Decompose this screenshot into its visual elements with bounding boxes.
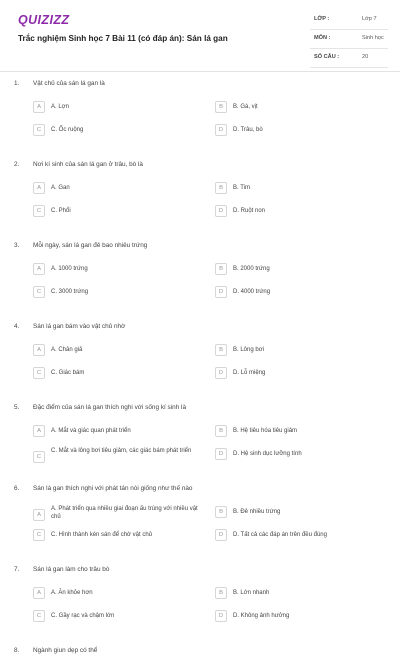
question-number: 6. <box>14 485 20 492</box>
option-letter-box: D <box>215 205 227 217</box>
question-text: Vật chủ của sán lá gan là <box>33 80 105 87</box>
option-letter-box: A <box>33 344 45 356</box>
question-number: 1. <box>14 80 20 87</box>
question-text: Sán lá gan bám vào vật chủ nhờ <box>33 323 126 330</box>
meta-row-class <box>310 12 388 30</box>
option-text: A. 1000 trứng <box>51 266 88 272</box>
answer-option[interactable] <box>33 262 198 278</box>
answer-option[interactable] <box>33 181 198 197</box>
question-number: 8. <box>14 647 20 654</box>
answer-option[interactable] <box>33 204 198 220</box>
option-text: D. Không ảnh hưởng <box>233 613 290 619</box>
question-text: Nơi kí sinh của sán lá gan ở trâu, bò là <box>33 161 143 168</box>
option-letter-box: B <box>215 101 227 113</box>
option-text: C. Hình thành kén sán để chờ vật chủ <box>51 532 152 538</box>
option-text: A. Chân giả <box>51 347 83 353</box>
meta-row-question-count <box>310 50 388 68</box>
question-text: Đặc điểm của sán lá gan thích nghi với sống kí sinh là <box>33 404 187 411</box>
option-text: A. Lợn <box>51 104 69 110</box>
option-text: B. Đẻ nhiều trứng <box>233 509 281 515</box>
answer-option[interactable] <box>215 609 380 625</box>
option-letter-box: B <box>215 506 227 518</box>
option-text: A. Gan <box>51 185 70 191</box>
option-text: A. Mắt và giác quan phát triển <box>51 428 131 434</box>
answer-option[interactable] <box>215 424 380 440</box>
option-text: D. Trâu, bò <box>233 127 263 133</box>
option-text: C. 3000 trứng <box>51 289 89 295</box>
option-letter-box: C <box>33 610 45 622</box>
question-item <box>0 153 400 234</box>
option-letter-box: D <box>215 448 227 460</box>
option-text: B. Hệ tiêu hóa tiêu giảm <box>233 428 298 434</box>
option-letter-box: B <box>215 587 227 599</box>
option-text: C. Phổi <box>51 208 71 214</box>
option-letter-box: C <box>33 124 45 136</box>
answer-option[interactable] <box>33 343 198 359</box>
question-item <box>0 639 400 663</box>
question-number: 3. <box>14 242 20 249</box>
option-text: B. Tim <box>233 185 251 191</box>
page-title: Trắc nghiệm Sinh học 7 Bài 11 (có đáp án): Sán lá gan <box>18 34 228 43</box>
option-text: B. 2000 trứng <box>233 266 270 272</box>
quizizz-logo: QUIZIZZ <box>18 13 70 27</box>
option-letter-box: B <box>215 182 227 194</box>
option-text: C. Mắt và lông bơi tiêu giảm, các giác bám phát triển <box>51 448 192 454</box>
question-item <box>0 477 400 558</box>
option-text: C. Giác bám <box>51 370 85 376</box>
answer-option[interactable] <box>33 366 198 382</box>
option-letter-box: A <box>33 101 45 113</box>
option-letter-box: D <box>215 610 227 622</box>
option-letter-box: A <box>33 509 45 521</box>
option-letter-box: D <box>215 286 227 298</box>
answer-option[interactable] <box>215 505 380 521</box>
option-letter-box: A <box>33 425 45 437</box>
option-letter-box: C <box>33 286 45 298</box>
answer-option[interactable] <box>33 609 198 625</box>
question-text: Sán lá gan thích nghi với phát tán nòi giống như thế nào <box>33 485 193 492</box>
question-number: 5. <box>14 404 20 411</box>
question-item <box>0 558 400 639</box>
option-letter-box: D <box>215 367 227 379</box>
option-text: C. Gầy rạc và chậm lớn <box>51 613 115 619</box>
answer-option[interactable] <box>215 343 380 359</box>
option-text: D. Lỗ miệng <box>233 370 266 376</box>
option-letter-box: B <box>215 425 227 437</box>
question-number: 2. <box>14 161 20 168</box>
question-number: 4. <box>14 323 20 330</box>
answer-option[interactable] <box>33 528 198 544</box>
answer-option[interactable] <box>215 285 380 301</box>
answer-option[interactable] <box>33 447 198 463</box>
answer-option[interactable] <box>215 100 380 116</box>
option-text: B. Gà, vịt <box>233 104 258 110</box>
option-letter-box: C <box>33 451 45 463</box>
answer-option[interactable] <box>33 505 198 521</box>
meta-value: Sinh học <box>362 35 384 41</box>
question-list <box>0 72 400 663</box>
meta-label: MÔN : <box>314 35 331 41</box>
option-letter-box: C <box>33 205 45 217</box>
option-letter-box: B <box>215 344 227 356</box>
answer-option[interactable] <box>33 424 198 440</box>
meta-row-subject <box>310 31 388 49</box>
option-text: B. Lớn nhanh <box>233 590 270 596</box>
option-text: D. 4000 trứng <box>233 289 271 295</box>
option-letter-box: A <box>33 263 45 275</box>
answer-option[interactable] <box>215 181 380 197</box>
option-letter-box: A <box>33 587 45 599</box>
question-text: Sán lá gan làm cho trâu bò <box>33 566 110 573</box>
answer-option[interactable] <box>215 204 380 220</box>
option-text: D. Tất cả các đáp án trên đều đúng <box>233 532 327 538</box>
option-letter-box: A <box>33 182 45 194</box>
option-text: B. Lông bơi <box>233 347 264 353</box>
meta-value: 20 <box>362 54 369 60</box>
option-text: D. Hệ sinh dục lưỡng tính <box>233 451 302 457</box>
option-text: C. Ốc ruộng <box>51 127 84 133</box>
meta-label: LỚP : <box>314 16 330 22</box>
meta-label: SỐ CÂU : <box>314 54 340 60</box>
question-item <box>0 315 400 396</box>
question-text: Mỗi ngày, sán lá gan đẻ bao nhiêu trứng <box>33 242 148 249</box>
meta-info-box <box>310 12 388 69</box>
answer-option[interactable] <box>33 100 198 116</box>
answer-option[interactable] <box>215 262 380 278</box>
option-letter-box: D <box>215 124 227 136</box>
option-text: D. Ruột non <box>233 208 266 214</box>
worksheet-header <box>0 0 400 72</box>
answer-option[interactable] <box>215 528 380 544</box>
question-item <box>0 396 400 477</box>
question-text: Ngành giun dẹp có thể <box>33 647 98 654</box>
question-item <box>0 72 400 153</box>
question-item <box>0 234 400 315</box>
answer-option[interactable] <box>215 123 380 139</box>
answer-option[interactable] <box>215 366 380 382</box>
option-text: A. Ăn khỏe hơn <box>51 590 93 596</box>
option-letter-box: D <box>215 529 227 541</box>
answer-option[interactable] <box>215 447 380 463</box>
answer-option[interactable] <box>33 285 198 301</box>
option-letter-box: B <box>215 263 227 275</box>
option-letter-box: C <box>33 367 45 379</box>
option-letter-box: C <box>33 529 45 541</box>
answer-option[interactable] <box>33 123 198 139</box>
option-text: A. Phát triển qua nhiều giai đoạn ấu trùng với nhiều vật chủ <box>51 506 198 520</box>
meta-value: Lớp 7 <box>362 16 377 22</box>
question-number: 7. <box>14 566 20 573</box>
